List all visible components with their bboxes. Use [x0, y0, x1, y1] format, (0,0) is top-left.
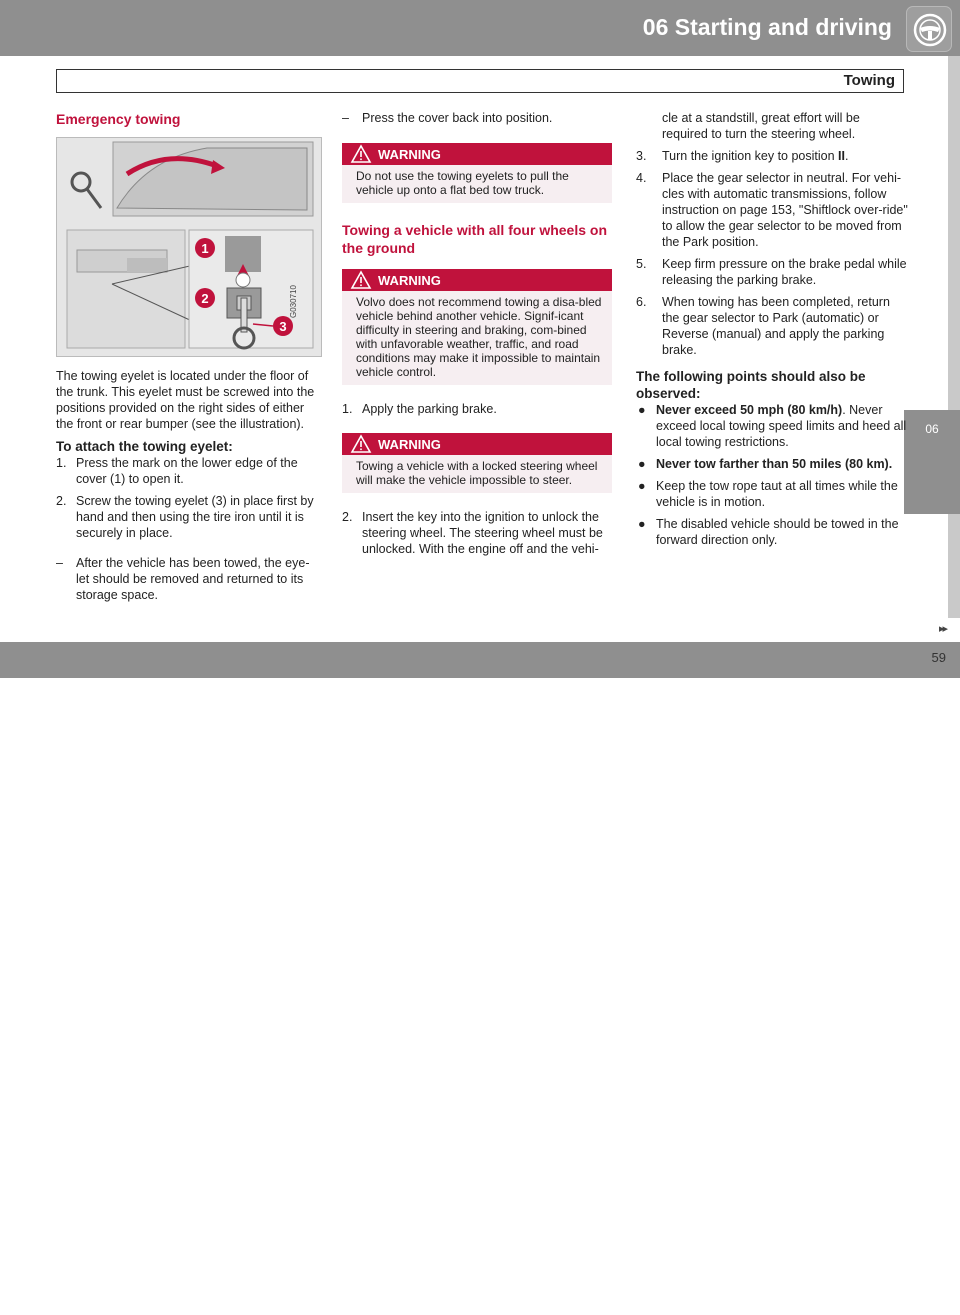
- section-header: [56, 69, 904, 93]
- bullet-text: The disabled vehicle should be towed in the forward direction only.: [656, 517, 899, 547]
- figure-code: G030710: [289, 285, 298, 318]
- list-item: [636, 402, 908, 450]
- chapter-header-band: [0, 0, 960, 56]
- dash-text: After the vehicle has been towed, the eye-let should be removed and returned to its storage space.: [76, 556, 310, 602]
- dash-marker: –: [56, 556, 63, 570]
- towing-eyelet-illustration: [56, 137, 322, 357]
- bullet-bold: Never tow farther than 50 miles (80 km).: [656, 457, 893, 471]
- ignition-position: II: [838, 149, 845, 163]
- dash-text: Press the cover back into position.: [362, 111, 553, 125]
- continuation-text: cle at a standstill, great effort will be required to turn the steering wheel.: [662, 111, 860, 141]
- chapter-side-tab: [904, 410, 960, 514]
- warning-triangle-icon: [351, 435, 371, 453]
- step-text: When towing has been completed, return the gear selector to Park (automatic) or Reverse (manual) and apply the parking brake.: [662, 295, 890, 357]
- illustration-drawing: [57, 138, 321, 356]
- bullet-icon: ●: [638, 517, 646, 531]
- warning-text: Do not use the towing eyelets to pull the vehicle up onto a flat bed tow truck.: [356, 169, 569, 197]
- callout-2: 2: [201, 291, 209, 306]
- warning-header: [342, 143, 612, 165]
- unlock-steering-list: [342, 509, 612, 557]
- page-number: 59: [931, 650, 946, 665]
- list-item: [636, 256, 908, 288]
- attach-eyelet-heading: To attach the towing eyelet:: [56, 439, 233, 454]
- section-title: Towing: [843, 72, 895, 89]
- footer-band: [0, 642, 960, 1314]
- warning-triangle-icon: [351, 271, 371, 289]
- list-item: [342, 401, 612, 417]
- list-item: [636, 294, 908, 358]
- warning-text: Volvo does not recommend towing a disa-bled vehicle behind another vehicle. Signif-icant difficulty in steering and braking, com-bined with unfavorable weather, traffic, and road conditions may make it impossible to maintain vehicle control.: [356, 295, 602, 379]
- step-number: 4.: [636, 171, 647, 185]
- column-1-text: [56, 368, 322, 603]
- chapter-title: 06 Starting and driving: [642, 14, 892, 40]
- press-cover-list: [342, 110, 612, 126]
- warning-label: WARNING: [378, 273, 441, 288]
- warning-label: WARNING: [378, 437, 441, 452]
- list-item: [56, 493, 322, 541]
- step-text: Screw the towing eyelet (3) in place first by hand and then using the tire iron until it is securely in place.: [76, 494, 314, 540]
- emergency-towing-heading: Emergency towing: [56, 111, 181, 127]
- warning-text: Towing a vehicle with a locked steering wheel will make the vehicle impossible to steer.: [356, 459, 598, 487]
- bullet-text: Keep the tow rope taut at all times while the vehicle is in motion.: [656, 479, 898, 509]
- bullet-text: . Never exceed local towing speed limits and heed all local towing restrictions.: [656, 403, 907, 449]
- step-number: 2.: [342, 510, 353, 524]
- step-text: Turn the ignition key to position: [662, 149, 839, 163]
- warning-header: [342, 269, 612, 291]
- callout-1: 1: [201, 241, 209, 256]
- attach-steps-list: [56, 455, 322, 541]
- list-item: [56, 455, 322, 487]
- step-number: 1.: [342, 402, 353, 416]
- warning-label: WARNING: [378, 147, 441, 162]
- callout-3: 3: [279, 319, 287, 334]
- eyelet-location-paragraph: The towing eyelet is located under the floor of the trunk. This eyelet must be screwed into the positions provided on the right sides of either the front or rear bumper (see the illustration).: [56, 369, 315, 431]
- list-item: [636, 478, 908, 510]
- column-3: [636, 110, 908, 554]
- step-number: 6.: [636, 295, 647, 309]
- warning-box: [342, 433, 612, 493]
- step-text: Press the mark on the lower edge of the cover (1) to open it.: [76, 456, 298, 486]
- column-2: [342, 110, 612, 557]
- points-list: [636, 402, 908, 548]
- dash-marker: –: [342, 111, 349, 125]
- step-text: Keep firm pressure on the brake pedal while releasing the parking brake.: [662, 257, 907, 287]
- step-number: 3.: [636, 149, 647, 163]
- parking-brake-list: [342, 401, 612, 417]
- warning-box: [342, 143, 612, 203]
- list-item: [636, 456, 908, 472]
- points-heading: The following points should also be observed:: [636, 369, 866, 401]
- four-wheels-heading: Towing a vehicle with all four wheels on the ground: [342, 222, 608, 256]
- warning-triangle-icon: [351, 145, 371, 163]
- step-text-end: .: [844, 149, 849, 163]
- list-item: [636, 516, 908, 548]
- column-1: [56, 110, 322, 128]
- towing-steps-list: [636, 148, 908, 358]
- list-item: [342, 509, 612, 557]
- continue-arrows-icon: ▸▸: [938, 623, 946, 635]
- side-tab-label: 06: [925, 422, 939, 436]
- bullet-icon: ●: [638, 457, 646, 471]
- step-text: Apply the parking brake.: [362, 402, 497, 416]
- steering-wheel-icon: [906, 6, 952, 52]
- bullet-bold: Never exceed 50 mph (80 km/h): [656, 403, 843, 417]
- step-number: 2.: [56, 494, 67, 508]
- list-item: [636, 148, 908, 164]
- step-text: Place the gear selector in neutral. For vehi-cles with automatic transmissions, follow instruction on page 153, "Shiftlock over-ride" to allow the gear selector to be moved from the Park position.: [662, 171, 908, 249]
- warning-box: [342, 269, 612, 385]
- list-item: [342, 110, 612, 126]
- warning-header: [342, 433, 612, 455]
- bullet-icon: ●: [638, 479, 646, 493]
- step-number: 1.: [56, 456, 67, 470]
- bullet-icon: ●: [638, 403, 646, 417]
- list-item: [636, 170, 908, 250]
- after-towing-list: [56, 555, 322, 603]
- step-text: Insert the key into the ignition to unlock the steering wheel. The steering wheel must be unlocked. With the engine off and the vehi-: [362, 510, 603, 556]
- watermark: carmanualsonline.info: [640, 1292, 853, 1314]
- side-strip-bottom: [948, 514, 960, 618]
- list-item: [56, 555, 322, 603]
- step-number: 5.: [636, 257, 647, 271]
- side-strip-top: [948, 56, 960, 410]
